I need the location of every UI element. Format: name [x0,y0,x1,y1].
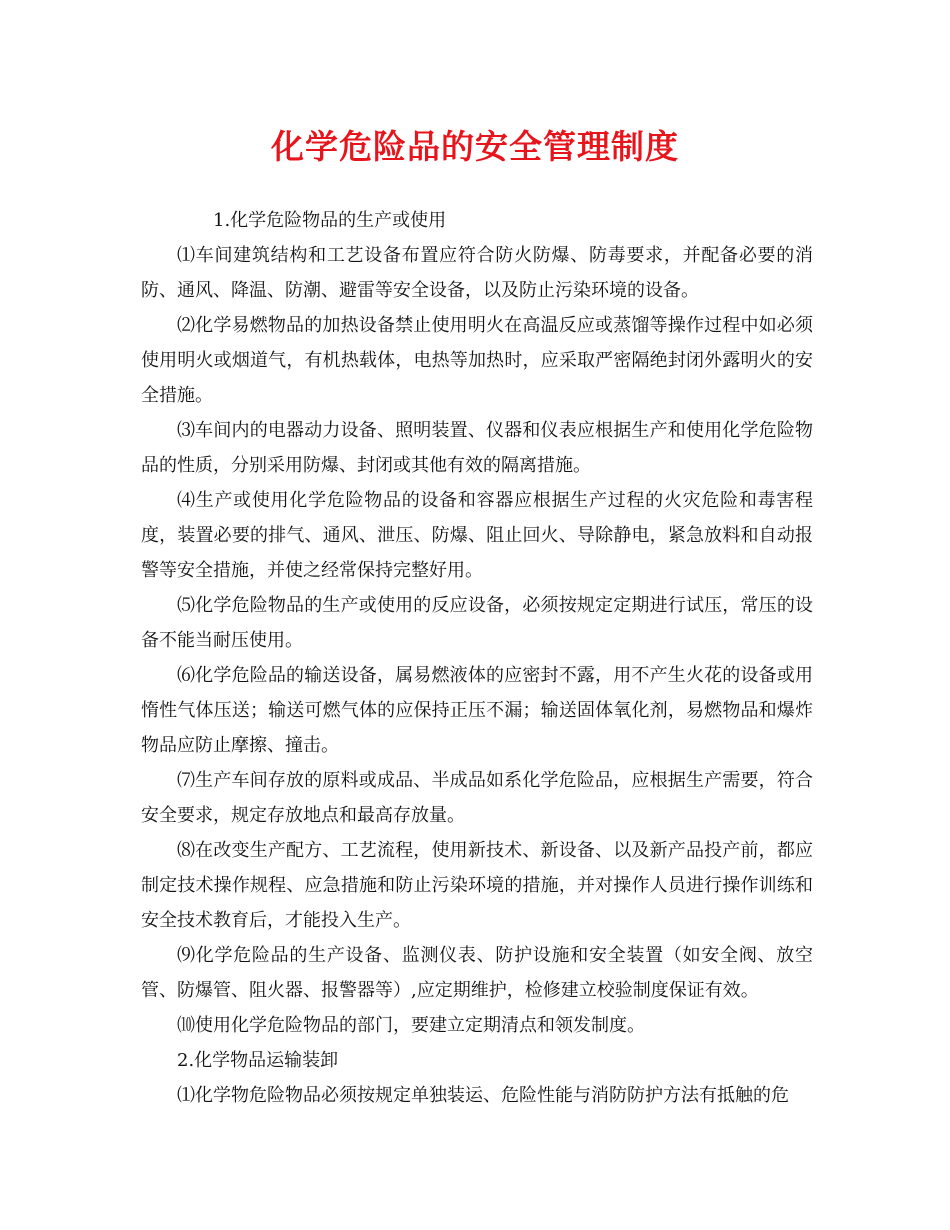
paragraph: ⑹化学危险品的输送设备，属易燃液体的应密封不露，用不产生火花的设备或用惰性气体压送；输送可燃气体的应保持正压不漏；输送固体氧化剂，易燃物品和爆炸物品应防止摩擦、撞击。 [141,665,813,756]
section-heading: 2.化学物品运输装卸 [177,1050,339,1071]
section-heading: 1.化学危险物品的生产或使用 [213,210,447,231]
paragraph: ⑶车间内的电器动力设备、照明装置、仪器和仪表应根据生产和使用化学危险物品的性质，分别采用防爆、封闭或其他有效的隔离措施。 [141,420,813,476]
paragraph: ⑼化学危险品的生产设备、监测仪表、防护设施和安全装置（如安全阀、放空管、防爆管、阻火器、报警器等）,应定期维护，检修建立校验制度保证有效。 [141,945,813,1001]
paragraph: ⑸化学危险物品的生产或使用的反应设备，必须按规定定期进行试压，常压的设备不能当耐压使用。 [141,595,813,651]
paragraph: ⑴化学物危险物品必须按规定单独装运、危险性能与消防防护方法有抵触的危 [177,1085,789,1106]
paragraph: ⑵化学易燃物品的加热设备禁止使用明火在高温反应或蒸馏等操作过程中如必须使用明火或烟道气，有机热载体，电热等加热时，应采取严密隔绝封闭外露明火的安全措施。 [141,315,813,406]
paragraph: ⑴车间建筑结构和工艺设备布置应符合防火防爆、防毒要求，并配备必要的消防、通风、降温、防潮、避雷等安全设备，以及防止污染环境的设备。 [141,245,813,301]
paragraph: ⑺生产车间存放的原料或成品、半成品如系化学危险品，应根据生产需要，符合安全要求，规定存放地点和最高存放量。 [141,770,813,826]
paragraph: ⑻在改变生产配方、工艺流程，使用新技术、新设备、以及新产品投产前，都应制定技术操作规程、应急措施和防止污染环境的措施，并对操作人员进行操作训练和安全技术教育后，才能投入生产。 [141,840,813,931]
document-body [141,203,813,1113]
paragraph: ⑽使用化学危险物品的部门，要建立定期清点和领发制度。 [177,1015,645,1036]
document-title: 化学危险品的安全管理制度 [271,127,679,166]
paragraph: ⑷生产或使用化学危险物品的设备和容器应根据生产过程的火灾危险和毒害程度，装置必要的排气、通风、泄压、防爆、阻止回火、导除静电，紧急放料和自动报警等安全措施，并使之经常保持完整好用。 [141,490,813,581]
